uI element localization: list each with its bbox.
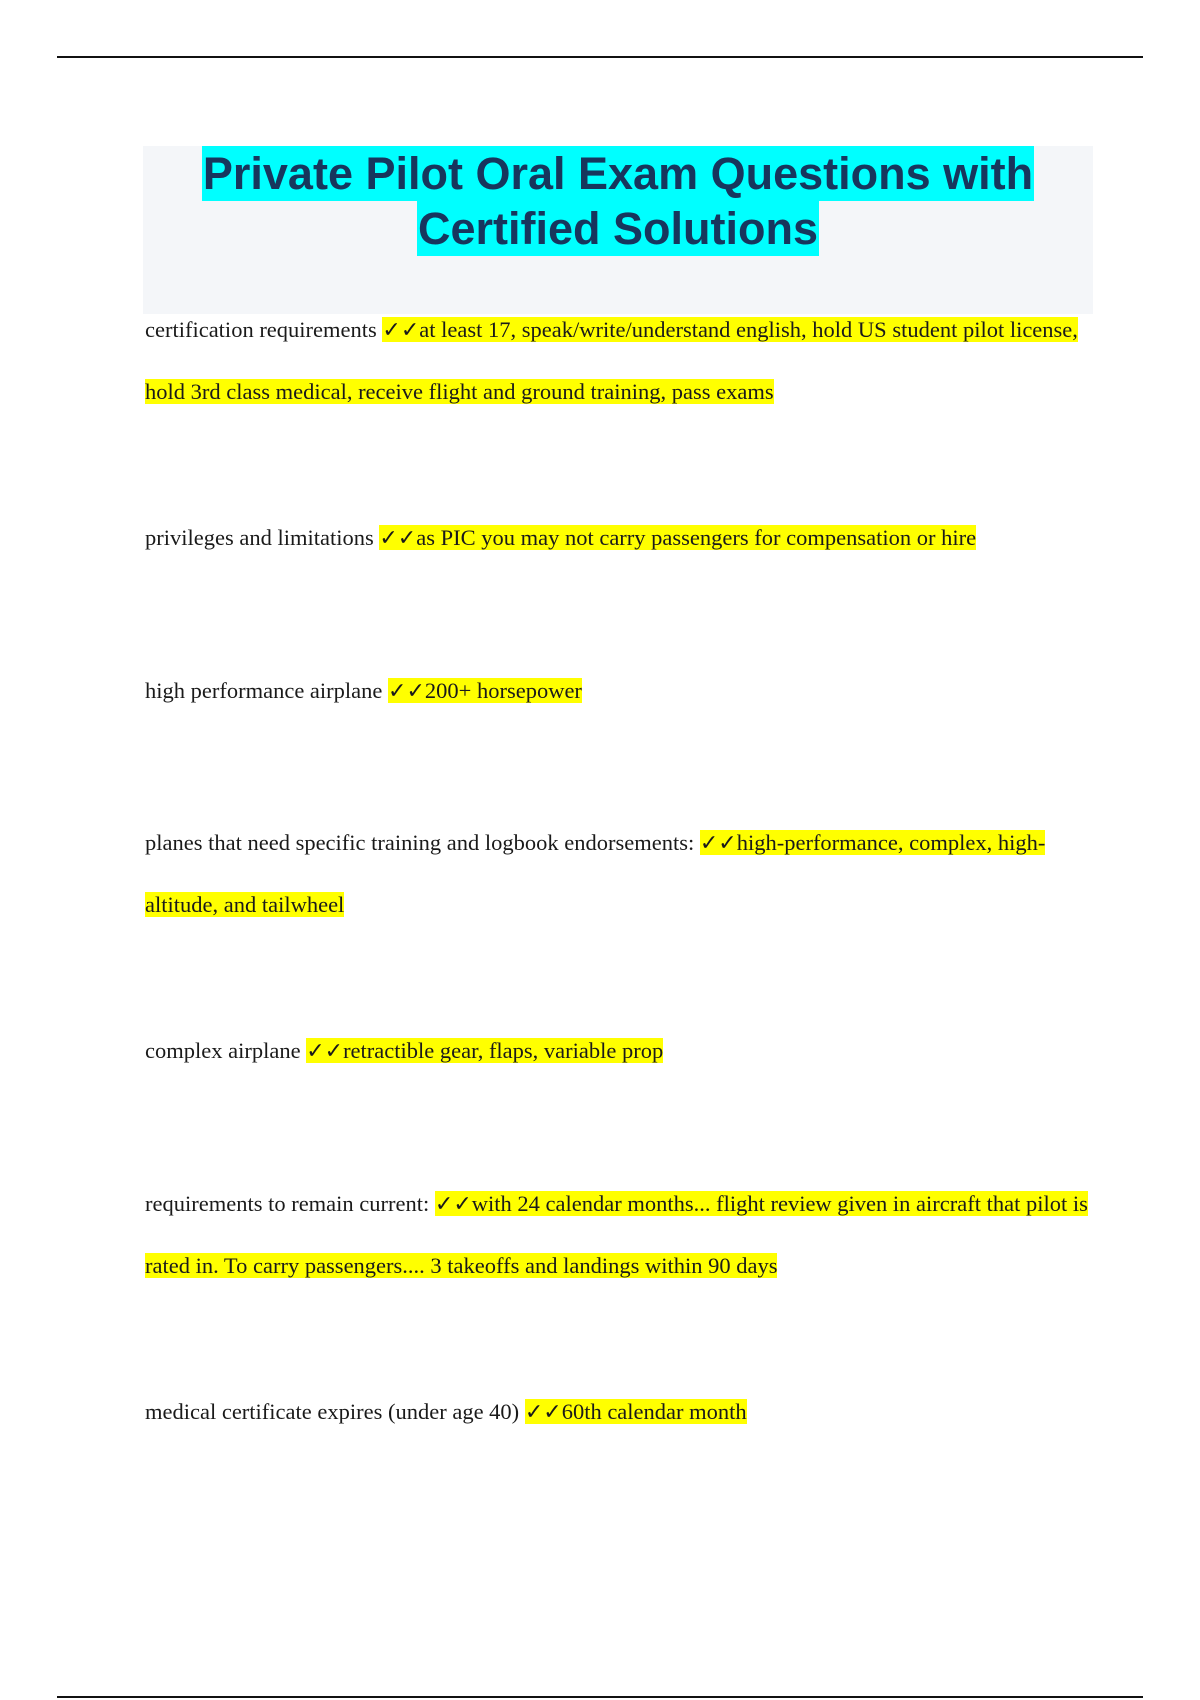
- qa-answer: retractible gear, flaps, variable prop: [343, 1038, 664, 1063]
- qa-answer-highlight: [525, 1399, 747, 1424]
- qa-answer-highlight: [379, 525, 976, 550]
- qa-term: requirements to remain current:: [145, 1191, 435, 1216]
- qa-answer: with 24 calendar months... flight review given in aircraft that pilot is rated in. To carry passengers.... 3 takeoffs and landings within 90 days: [145, 1191, 1088, 1278]
- qa-answer: 60th calendar month: [561, 1399, 747, 1424]
- top-divider: [57, 56, 1143, 58]
- qa-item-planes-needing-endorsements: [145, 812, 1105, 935]
- qa-term: medical certificate expires (under age 40): [145, 1399, 525, 1424]
- qa-answer: 200+ horsepower: [424, 678, 582, 703]
- title-block: [143, 146, 1093, 314]
- qa-answer-highlight: [306, 1038, 663, 1063]
- double-check-icon: ✓✓: [382, 318, 420, 343]
- qa-item-privileges-and-limitations: [145, 507, 1105, 569]
- qa-term: high performance airplane: [145, 678, 389, 703]
- qa-answer-highlight: [388, 678, 582, 703]
- qa-term: planes that need specific training and logbook endorsements:: [145, 830, 700, 855]
- double-check-icon: ✓✓: [699, 831, 737, 856]
- double-check-icon: ✓✓: [524, 1400, 562, 1425]
- qa-answer: at least 17, speak/write/understand english, hold US student pilot license, hold 3rd class medical, receive flight and ground training, pass exams: [145, 317, 1078, 404]
- qa-item-medical-certificate-expiry: [145, 1381, 1105, 1443]
- qa-term: privileges and limitations: [145, 525, 380, 550]
- double-check-icon: ✓✓: [379, 526, 417, 551]
- qa-item-currency-requirements: [145, 1173, 1105, 1296]
- double-check-icon: ✓✓: [434, 1192, 472, 1217]
- qa-term: complex airplane: [145, 1038, 307, 1063]
- bottom-divider: [57, 1696, 1143, 1698]
- double-check-icon: ✓✓: [388, 679, 425, 704]
- document-title-line-1: Private Pilot Oral Exam Questions with: [202, 148, 1034, 199]
- qa-answer: as PIC you may not carry passengers for compensation or hire: [416, 525, 977, 550]
- qa-answer: high-performance, complex, high-altitude, and tailwheel: [145, 830, 1046, 917]
- qa-item-complex-airplane: [145, 1020, 1105, 1082]
- double-check-icon: ✓✓: [306, 1039, 344, 1064]
- qa-item-certification-requirements: [145, 299, 1105, 422]
- qa-item-high-performance-airplane: [145, 660, 1105, 722]
- document-title-line-2: Certified Solutions: [417, 203, 818, 254]
- qa-term: certification requirements: [145, 317, 383, 342]
